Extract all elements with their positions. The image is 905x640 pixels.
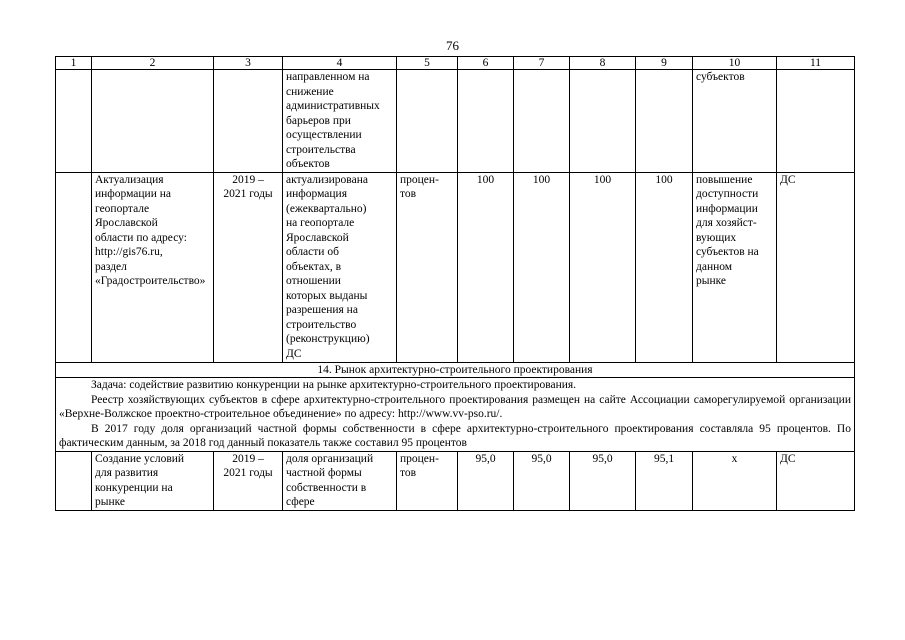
table-cell: х <box>693 451 777 510</box>
column-number: 2 <box>92 57 214 70</box>
column-number: 11 <box>777 57 855 70</box>
table-cell: Создание условий для развития конкуренции на рынке <box>92 451 214 510</box>
table-cell: 2019 – 2021 годы <box>214 451 283 510</box>
task-paragraph: В 2017 году доля организаций частной формы собственности в сфере архитектурно-строительного проектирования составляла 95 процентов. По фактическим данным, за 2018 год данный показатель также составил 95 процентов <box>59 422 851 449</box>
table-cell: 95,0 <box>514 451 570 510</box>
column-number: 5 <box>397 57 458 70</box>
table-cell: 100 <box>570 172 636 362</box>
table-row <box>56 70 855 173</box>
task-row <box>56 378 855 452</box>
table-cell: 95,0 <box>570 451 636 510</box>
table-cell: Актуализация информации на геопортале Ярославской области по адресу: http://gis76.ru, раздел «Градостроительство» <box>92 172 214 362</box>
table-cell <box>570 70 636 173</box>
column-number: 1 <box>56 57 92 70</box>
table-cell <box>514 70 570 173</box>
task-description <box>56 378 855 452</box>
table-cell <box>56 70 92 173</box>
table-cell <box>636 70 693 173</box>
table-cell: процен- тов <box>397 172 458 362</box>
table-cell: 95,1 <box>636 451 693 510</box>
column-number: 4 <box>283 57 397 70</box>
table-cell: актуализирована информация (ежеквартально) на геопортале Ярославской области об объектах, в отношении которых выданы разрешения на строительство (реконструкцию) ДС <box>283 172 397 362</box>
table-cell: 100 <box>514 172 570 362</box>
table-cell: 2019 – 2021 годы <box>214 172 283 362</box>
page-number: 76 <box>446 38 459 53</box>
column-number: 7 <box>514 57 570 70</box>
section-title: 14. Рынок архитектурно-строительного проектирования <box>56 362 855 378</box>
table-cell: доля организаций частной формы собственности в сфере <box>283 451 397 510</box>
table-cell <box>56 451 92 510</box>
table-cell: 95,0 <box>458 451 514 510</box>
table-cell <box>56 172 92 362</box>
task-paragraph: Реестр хозяйствующих субъектов в сфере архитектурно-строительного проектирования размещен на сайте Ассоциации саморегулируемой организации «Верхне-Волжское проектно-строительное объединение» по адресу: http://www.vv-pso.ru/. <box>59 393 851 420</box>
table-cell: ДС <box>777 451 855 510</box>
column-number: 10 <box>693 57 777 70</box>
table-row <box>56 451 855 510</box>
table-row <box>56 172 855 362</box>
table-cell: повышение доступности информации для хозяйст- вующих субъектов на данном рынке <box>693 172 777 362</box>
table-cell <box>92 70 214 173</box>
table-cell <box>777 70 855 173</box>
table-cell: процен- тов <box>397 451 458 510</box>
column-number: 9 <box>636 57 693 70</box>
task-paragraph: Задача: содействие развитию конкуренции на рынке архитектурно-строительного проектирования. <box>91 379 577 391</box>
table-cell: ДС <box>777 172 855 362</box>
measures-table <box>55 56 855 511</box>
table-cell <box>397 70 458 173</box>
table-cell: направленном на снижение административных барьеров при осуществлении строительства объектов <box>283 70 397 173</box>
table-cell <box>214 70 283 173</box>
table-cell: субъектов <box>693 70 777 173</box>
column-number: 8 <box>570 57 636 70</box>
column-number-row <box>56 57 855 70</box>
table-cell <box>458 70 514 173</box>
section-row <box>56 362 855 378</box>
table-cell: 100 <box>458 172 514 362</box>
table-cell: 100 <box>636 172 693 362</box>
column-number: 3 <box>214 57 283 70</box>
column-number: 6 <box>458 57 514 70</box>
